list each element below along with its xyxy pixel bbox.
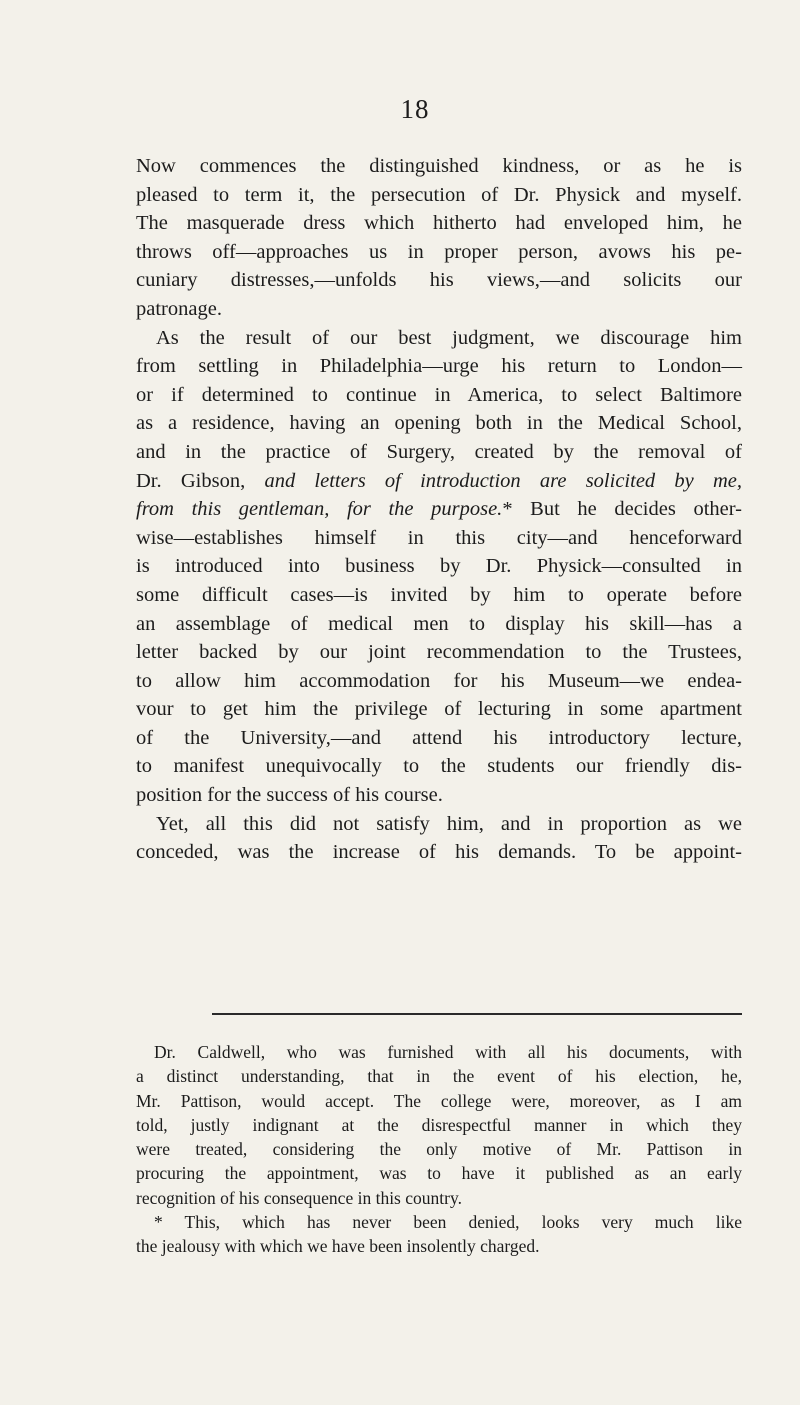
text-line: vour to get him the privilege of lecturing in some apartment (136, 698, 742, 721)
italic-text-segment: and letters of introduction are solicited by me, (264, 469, 743, 492)
footnote-line: the jealousy with which we have been insolently charged. (136, 1236, 540, 1257)
text-line: throws off—approaches us in proper person, avows his pe- (136, 240, 742, 263)
footnote-line: Mr. Pattison, would accept. The college were, moreover, as I am (136, 1090, 742, 1111)
text-line: to manifest unequivocally to the students our friendly dis- (136, 755, 742, 778)
footnote-line: told, justly indignant at the disrespectful manner in which they (136, 1114, 742, 1135)
footnote-line: * This, which has never been denied, looks very much like (154, 1212, 742, 1233)
text-line: of the University,—and attend his introductory lecture, (136, 726, 742, 749)
text-line: Now commences the distinguished kindness, or as he is (136, 155, 742, 177)
text-line-mixed (136, 495, 742, 524)
text-line: position for the success of his course. (136, 784, 443, 807)
text-line: letter backed by our joint recommendation to the Trustees, (136, 641, 742, 664)
text-line: cuniary distresses,—unfolds his views,—and solicits our (136, 269, 742, 292)
footnotes-block (136, 1040, 742, 1259)
text-line: some difficult cases—is invited by him to operate before (136, 583, 742, 606)
text-line: as a residence, having an opening both in the Medical School, (136, 412, 742, 435)
text-line-mixed (136, 467, 742, 496)
main-text-block (136, 152, 742, 867)
text-line: an assemblage of medical men to display his skill—has a (136, 612, 742, 635)
text-line: from settling in Philadelphia—urge his return to London— (136, 355, 742, 378)
text-line: As the result of our best judgment, we discourage him (156, 326, 742, 349)
text-line: is introduced into business by Dr. Physick—consulted in (136, 555, 742, 578)
text-line: to allow him accommodation for his Museum—we endea- (136, 669, 742, 692)
text-line: conceded, was the increase of his demands. To be appoint- (136, 841, 742, 864)
footnote-divider (212, 1013, 742, 1015)
footnote-line: recognition of his consequence in this country. (136, 1187, 462, 1208)
footnote-line: procuring the appointment, was to have it published as an early (136, 1163, 742, 1184)
text-line: or if determined to continue in America, to select Baltimore (136, 383, 742, 406)
text-line: Yet, all this did not satisfy him, and in proportion as we (156, 812, 742, 835)
text-line: The masquerade dress which hitherto had enveloped him, he (136, 212, 742, 235)
text-segment: Dr. Gibson, (136, 469, 246, 492)
text-line: pleased to term it, the persecution of Dr. Physick and myself. (136, 183, 742, 206)
text-line: and in the practice of Surgery, created by the removal of (136, 440, 742, 463)
text-line: wise—establishes himself in this city—and henceforward (136, 526, 742, 549)
footnote-line: a distinct understanding, that in the event of his election, he, (136, 1066, 742, 1087)
footnote-reference: * But he decides other- (502, 498, 742, 521)
text-line: patronage. (136, 297, 222, 320)
footnote-line: were treated, considering the only motive of Mr. Pattison in (136, 1139, 742, 1160)
italic-text-segment: from this gentleman, for the purpose. (136, 498, 503, 521)
page-number: 18 (400, 94, 430, 124)
footnote-line: Dr. Caldwell, who was furnished with all his documents, with (154, 1042, 742, 1062)
